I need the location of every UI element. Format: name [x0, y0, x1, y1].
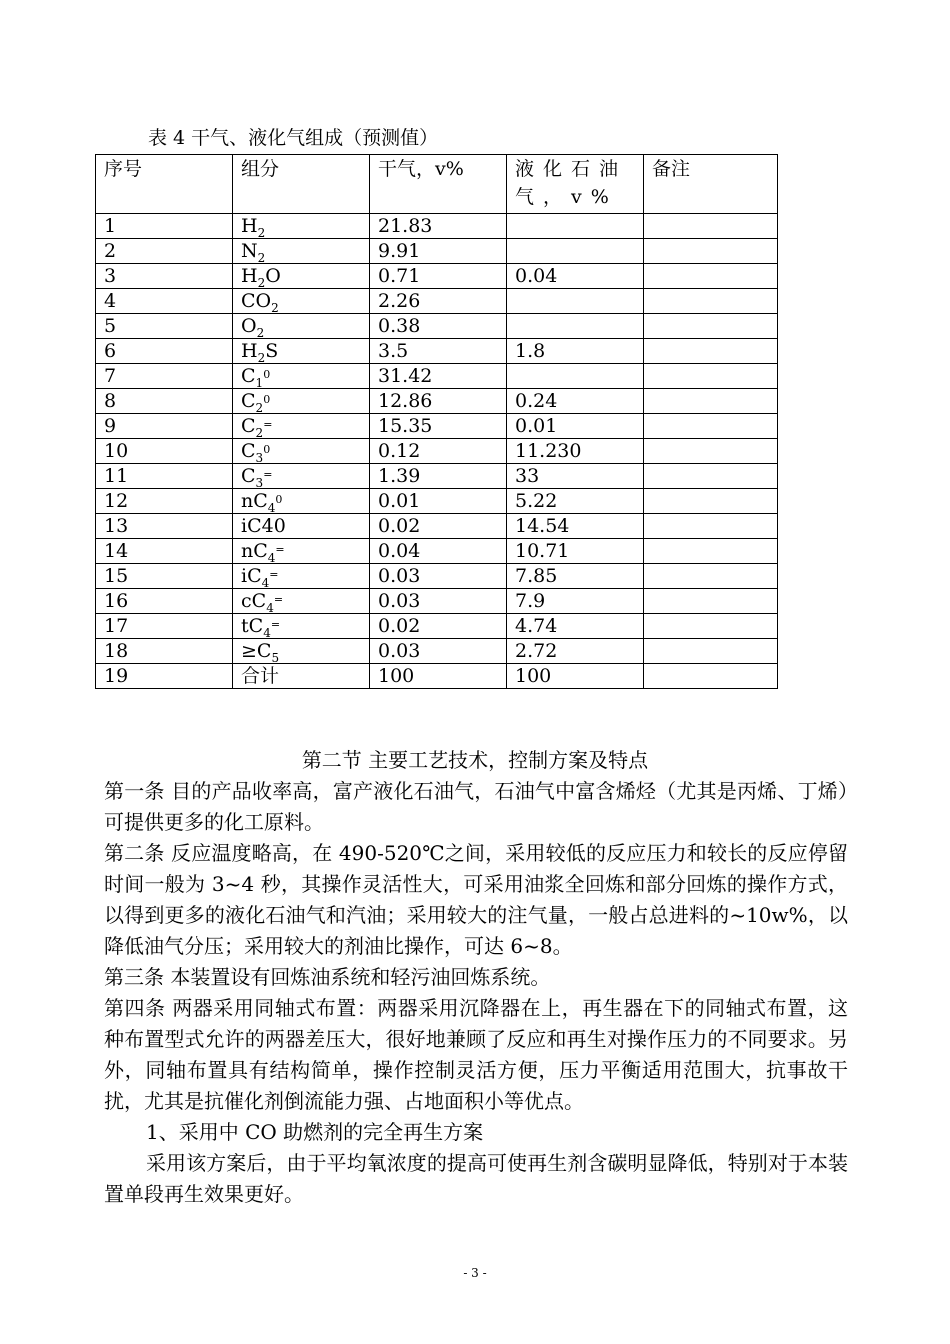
cell-component [233, 264, 370, 289]
component-symbol: 合计 [241, 665, 280, 687]
table-row [96, 364, 778, 389]
section-title: 第二节 主要工艺技术，控制方案及特点 [301, 748, 649, 772]
component-subscript: 2 [257, 226, 266, 239]
table-row [96, 214, 778, 239]
cell-note [644, 639, 778, 664]
component-marker: = [269, 568, 279, 581]
component-subscript: 2 [255, 426, 264, 439]
table-row [96, 464, 778, 489]
component-subscript: 2 [255, 401, 264, 414]
cell-lpg: 0.24 [507, 389, 644, 414]
cell-note [644, 339, 778, 364]
cell-component [233, 439, 370, 464]
component-symbol: tC [241, 615, 264, 637]
component-suffix: O [265, 265, 281, 287]
cell-lpg: 0.04 [507, 264, 644, 289]
table-row [96, 614, 778, 639]
cell-no: 4 [96, 289, 233, 314]
component-suffix: S [265, 340, 279, 362]
cell-note [644, 314, 778, 339]
table-caption: 表 4 干气、液化气组成（预测值） [148, 127, 439, 149]
table-row [96, 589, 778, 614]
component-symbol: C [241, 390, 256, 412]
component-marker: 0 [263, 368, 271, 381]
cell-component [233, 639, 370, 664]
component-marker: = [263, 418, 273, 431]
component-subscript: 2 [256, 326, 265, 339]
cell-lpg: 1.8 [507, 339, 644, 364]
cell-no: 13 [96, 514, 233, 539]
cell-no: 6 [96, 339, 233, 364]
cell-note [644, 414, 778, 439]
cell-note [644, 464, 778, 489]
cell-note [644, 214, 778, 239]
cell-no: 5 [96, 314, 233, 339]
section-body [104, 776, 848, 1210]
cell-no: 7 [96, 364, 233, 389]
header-cell-component: 组分 [233, 155, 370, 214]
cell-component [233, 364, 370, 389]
cell-component [233, 239, 370, 264]
cell-lpg: 11.230 [507, 439, 644, 464]
component-subscript: 4 [261, 576, 270, 589]
component-subscript: 4 [266, 601, 274, 614]
component-subscript: 4 [267, 501, 276, 514]
cell-lpg: 5.22 [507, 489, 644, 514]
cell-component [233, 464, 370, 489]
cell-lpg: 33 [507, 464, 644, 489]
cell-lpg: 4.74 [507, 614, 644, 639]
cell-no: 15 [96, 564, 233, 589]
cell-dry-gas: 0.71 [370, 264, 507, 289]
cell-component [233, 564, 370, 589]
component-marker: 0 [275, 493, 283, 506]
cell-no: 9 [96, 414, 233, 439]
cell-note [644, 539, 778, 564]
component-subscript: 2 [257, 351, 266, 364]
cell-note [644, 614, 778, 639]
cell-component [233, 514, 370, 539]
table-row [96, 314, 778, 339]
component-marker: 0 [263, 443, 271, 456]
body-paragraph: 1、采用中 CO 助燃剂的完全再生方案 [146, 1120, 484, 1144]
cell-component [233, 414, 370, 439]
cell-dry-gas: 12.86 [370, 389, 507, 414]
table-header-row [96, 155, 778, 214]
component-marker: = [270, 618, 281, 631]
cell-lpg: 14.54 [507, 514, 644, 539]
cell-note [644, 289, 778, 314]
component-symbol: C [241, 365, 256, 387]
cell-component [233, 489, 370, 514]
page-number: - 3 - [463, 1266, 487, 1280]
table-row [96, 414, 778, 439]
cell-no: 8 [96, 389, 233, 414]
cell-lpg [507, 314, 644, 339]
cell-lpg [507, 214, 644, 239]
component-subscript: 3 [255, 476, 264, 489]
component-subscript: 2 [257, 251, 266, 264]
cell-note [644, 664, 778, 689]
cell-dry-gas: 0.03 [370, 564, 507, 589]
cell-dry-gas: 1.39 [370, 464, 507, 489]
cell-dry-gas: 0.03 [370, 589, 507, 614]
body-paragraph: 第三条 本装置设有回炼油系统和轻污油回炼系统。 [104, 965, 551, 989]
cell-dry-gas: 3.5 [370, 339, 507, 364]
component-symbol: H [241, 265, 258, 287]
cell-component [233, 664, 370, 689]
cell-note [644, 264, 778, 289]
cell-lpg [507, 364, 644, 389]
cell-lpg: 7.9 [507, 589, 644, 614]
cell-no: 10 [96, 439, 233, 464]
cell-note [644, 389, 778, 414]
cell-no: 19 [96, 664, 233, 689]
component-marker: = [275, 543, 285, 556]
component-subscript: 1 [255, 376, 264, 389]
cell-no: 16 [96, 589, 233, 614]
cell-component [233, 539, 370, 564]
cell-dry-gas: 100 [370, 664, 507, 689]
cell-lpg: 2.72 [507, 639, 644, 664]
table-row [96, 289, 778, 314]
body-paragraph: 采用该方案后，由于平均氧浓度的提高可使再生剂含碳明显降低，特别对于本装置单段再生效果更好。 [104, 1151, 848, 1206]
cell-dry-gas: 0.01 [370, 489, 507, 514]
cell-component [233, 289, 370, 314]
component-symbol: H [241, 340, 258, 362]
body-paragraph: 第四条 两器采用同轴式布置：两器采用沉降器在上，再生器在下的同轴式布置，这种布置型式允许的两器差压大，很好地兼顾了反应和再生对操作压力的不同要求。另外，同轴布置具有结构简单，操作控制灵活方便，压力平衡适用范围大，抗事故干扰，尤其是抗催化剂倒流能力强、占地面积小等优点。 [104, 996, 848, 1113]
table-row [96, 439, 778, 464]
cell-component [233, 589, 370, 614]
cell-note [644, 564, 778, 589]
cell-dry-gas: 15.35 [370, 414, 507, 439]
component-symbol: iC40 [241, 515, 286, 537]
header-cell-no: 序号 [96, 155, 233, 214]
cell-note [644, 439, 778, 464]
cell-note [644, 489, 778, 514]
component-symbol: H [241, 215, 258, 237]
table-row [96, 664, 778, 689]
component-symbol: C [241, 415, 256, 437]
component-marker: 0 [263, 393, 271, 406]
table-row [96, 514, 778, 539]
cell-component [233, 314, 370, 339]
component-subscript: 2 [257, 276, 266, 289]
cell-dry-gas: 2.26 [370, 289, 507, 314]
header-cell-lpg: 液化石油气，v% [507, 155, 644, 214]
cell-dry-gas: 9.91 [370, 239, 507, 264]
cell-dry-gas: 21.83 [370, 214, 507, 239]
cell-no: 11 [96, 464, 233, 489]
component-symbol: N [241, 240, 258, 262]
table-row [96, 389, 778, 414]
cell-component [233, 614, 370, 639]
cell-note [644, 589, 778, 614]
cell-dry-gas: 0.02 [370, 514, 507, 539]
cell-dry-gas: 0.04 [370, 539, 507, 564]
cell-lpg: 10.71 [507, 539, 644, 564]
component-symbol: nC [241, 490, 268, 512]
table-row [96, 539, 778, 564]
cell-no: 17 [96, 614, 233, 639]
table-row [96, 564, 778, 589]
component-symbol: nC [241, 540, 268, 562]
cell-component [233, 389, 370, 414]
cell-no: 14 [96, 539, 233, 564]
body-paragraph: 第二条 反应温度略高，在 490-520℃之间，采用较低的反应压力和较长的反应停留时间一般为 3~4 秒，其操作灵活性大，可采用油浆全回炼和部分回炼的操作方式，以得到更多的液化石油气和汽油；采用较大的注气量，一般占总进料的~10w%，以降低油气分压；采用较大的剂油比操作，可达 6~8。 [104, 841, 848, 958]
component-symbol: O [241, 315, 257, 337]
cell-dry-gas: 0.02 [370, 614, 507, 639]
table-row [96, 489, 778, 514]
cell-note [644, 239, 778, 264]
cell-no: 12 [96, 489, 233, 514]
cell-no: 18 [96, 639, 233, 664]
cell-component [233, 214, 370, 239]
cell-dry-gas: 0.12 [370, 439, 507, 464]
component-symbol: ≥C [241, 640, 272, 662]
body-paragraph: 第一条 目的产品收率高，富产液化石油气，石油气中富含烯烃（尤其是丙烯、丁烯）可提供更多的化工原料。 [104, 779, 848, 834]
cell-no: 1 [96, 214, 233, 239]
composition-table [95, 154, 778, 689]
cell-lpg [507, 289, 644, 314]
cell-dry-gas: 31.42 [370, 364, 507, 389]
cell-note [644, 514, 778, 539]
component-symbol: C [241, 440, 256, 462]
component-marker: = [273, 593, 284, 606]
component-symbol: iC [241, 565, 262, 587]
header-cell-dry-gas: 干气，v% [370, 155, 507, 214]
component-symbol: CO [241, 290, 272, 312]
cell-no: 3 [96, 264, 233, 289]
table-row [96, 239, 778, 264]
component-subscript: 3 [255, 451, 264, 464]
component-subscript: 5 [271, 651, 280, 664]
cell-dry-gas: 0.03 [370, 639, 507, 664]
cell-lpg: 7.85 [507, 564, 644, 589]
table-row [96, 339, 778, 364]
cell-lpg: 0.01 [507, 414, 644, 439]
table-row [96, 264, 778, 289]
component-subscript: 4 [263, 626, 271, 639]
component-symbol: C [241, 465, 256, 487]
component-subscript: 2 [271, 301, 279, 314]
table-row [96, 639, 778, 664]
cell-no: 2 [96, 239, 233, 264]
component-symbol: cC [241, 590, 267, 612]
cell-component [233, 339, 370, 364]
cell-lpg [507, 239, 644, 264]
header-cell-note: 备注 [644, 155, 778, 214]
component-subscript: 4 [267, 551, 276, 564]
cell-lpg: 100 [507, 664, 644, 689]
cell-dry-gas: 0.38 [370, 314, 507, 339]
cell-note [644, 364, 778, 389]
component-marker: = [263, 468, 273, 481]
